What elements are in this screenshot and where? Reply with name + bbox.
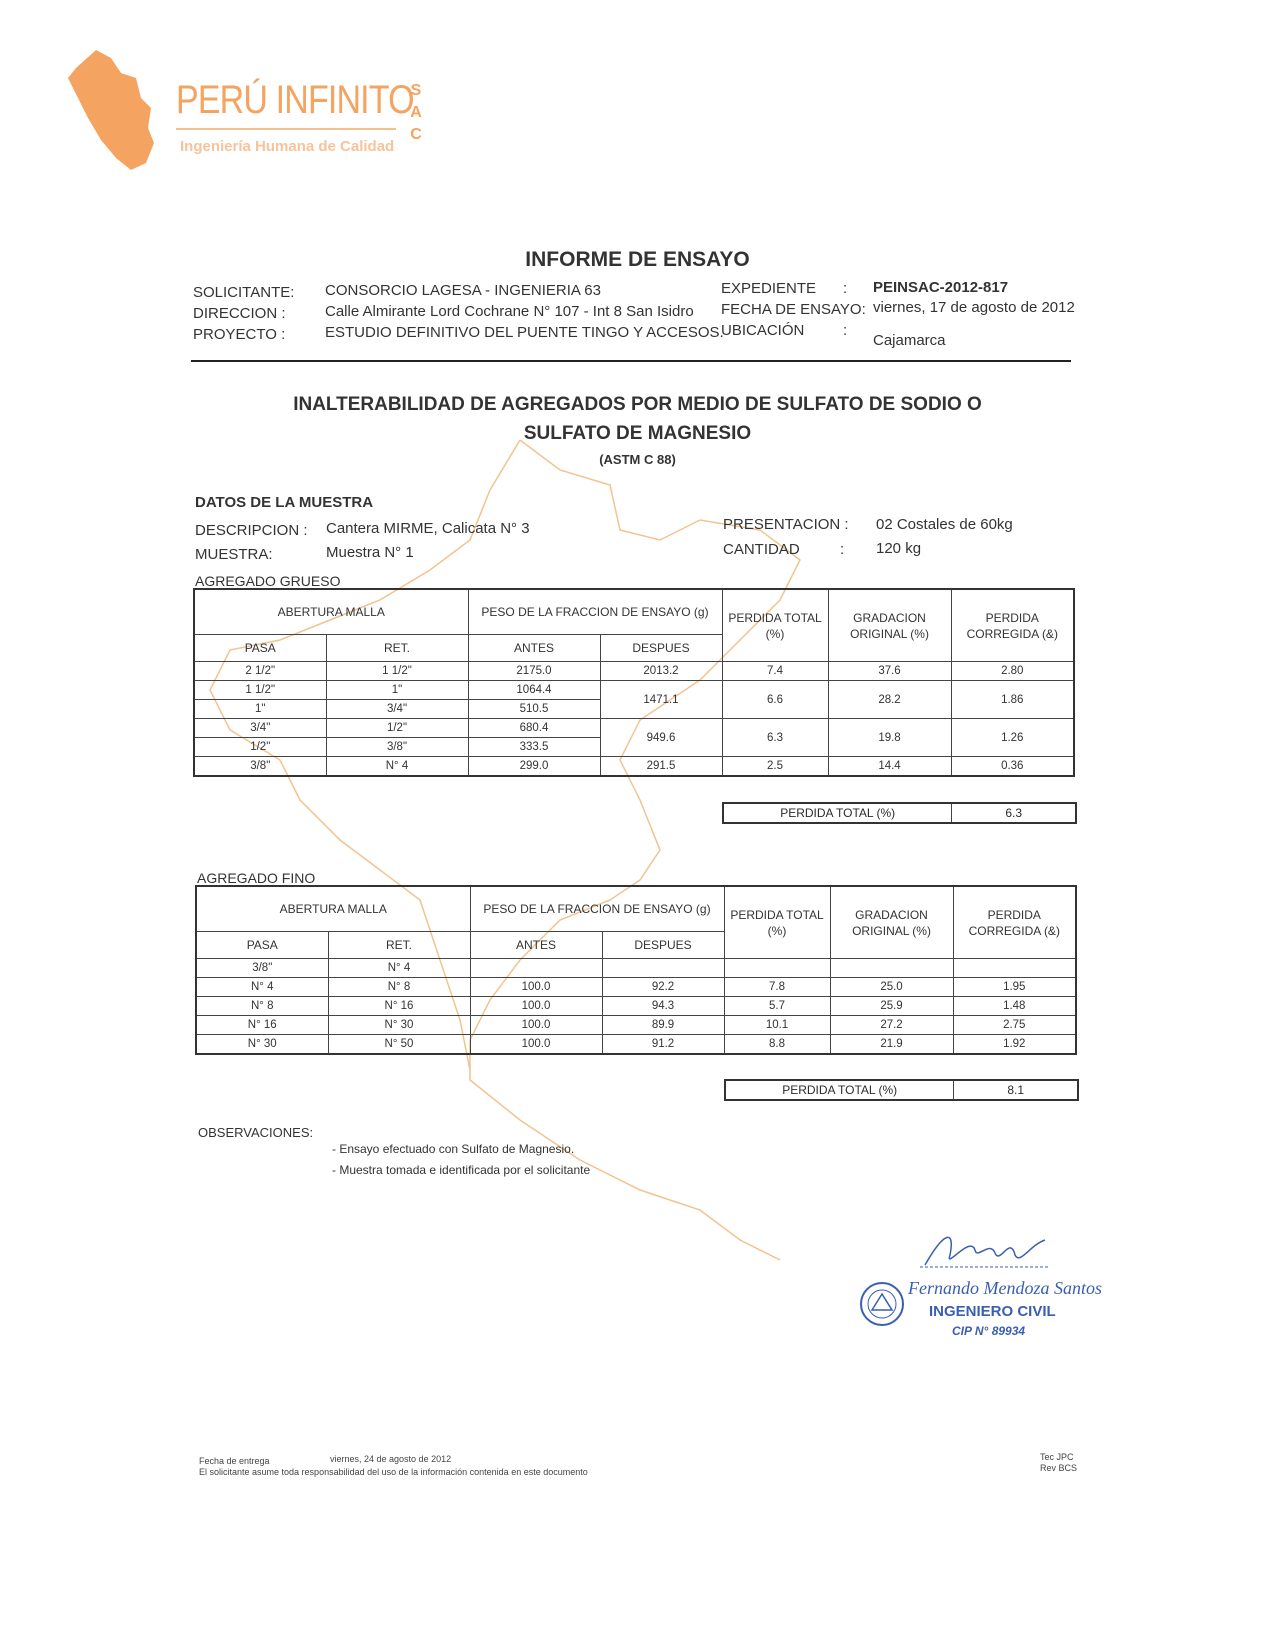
ubicacion-value: Cajamarca xyxy=(873,332,946,349)
antes-header: ANTES xyxy=(468,635,600,662)
abertura-header: ABERTURA MALLA xyxy=(194,589,468,635)
ret-cell: 3/4" xyxy=(326,700,468,719)
pasa-cell: N° 4 xyxy=(196,978,328,997)
despues-header: DESPUES xyxy=(600,635,722,662)
table-row xyxy=(196,1016,1076,1035)
table-row xyxy=(196,1035,1076,1055)
gradacion-cell xyxy=(830,959,953,978)
test-title-line1: INALTERABILIDAD DE AGREGADOS POR MEDIO DE SULFATO DE SODIO O xyxy=(293,394,982,415)
ret-cell: 1" xyxy=(326,681,468,700)
ubicacion-label: UBICACIÓN xyxy=(721,322,805,339)
peso-header: PESO DE LA FRACCION DE ENSAYO (g) xyxy=(470,886,724,932)
gradacion-cell: 25.9 xyxy=(830,997,953,1016)
cantidad-label: CANTIDAD xyxy=(723,541,800,558)
despues-cell: 2013.2 xyxy=(600,662,722,681)
peru-map-logo-icon xyxy=(66,48,156,173)
ret-cell: N° 8 xyxy=(328,978,470,997)
antes-cell: 100.0 xyxy=(470,978,602,997)
fino-total-value: 8.1 xyxy=(1007,1083,1025,1097)
pasa-cell: 2 1/2" xyxy=(194,662,326,681)
report-title: INFORME DE ENSAYO xyxy=(525,248,750,271)
expediente-label: EXPEDIENTE xyxy=(721,280,817,297)
muestra-label: MUESTRA: xyxy=(195,546,273,563)
perdida-cell: 8.8 xyxy=(724,1035,830,1055)
perdida-cell: 5.7 xyxy=(724,997,830,1016)
ret-header: RET. xyxy=(326,635,468,662)
corregida-cell: 1.26 xyxy=(951,719,1074,757)
antes-cell: 100.0 xyxy=(470,997,602,1016)
gradacion-cell: 28.2 xyxy=(828,681,951,719)
descripcion-label: DESCRIPCION : xyxy=(195,522,308,539)
despues-cell: 92.2 xyxy=(602,978,724,997)
engineer-name: Fernando Mendoza Santos xyxy=(908,1278,1102,1298)
ret-header: RET. xyxy=(328,932,470,959)
header-divider xyxy=(191,360,1071,362)
antes-cell: 100.0 xyxy=(470,1035,602,1055)
entrega-label: Fecha de entrega xyxy=(199,1456,270,1466)
gradacion-header: GRADACION ORIGINAL (%) xyxy=(830,886,953,959)
entrega-value: viernes, 24 de agosto de 2012 xyxy=(330,1454,452,1464)
fino-heading: AGREGADO FINO xyxy=(197,870,316,886)
test-norm: (ASTM C 88) xyxy=(599,452,676,467)
company-name: PERÚ INFINITO xyxy=(176,78,414,122)
engineer-seal-icon xyxy=(858,1280,906,1328)
logo-divider xyxy=(176,128,396,130)
direccion-label: DIRECCION : xyxy=(193,305,286,322)
corregida-cell xyxy=(953,959,1076,978)
rev-initials: Rev BCS xyxy=(1040,1463,1078,1473)
corregida-cell: 1.86 xyxy=(951,681,1074,719)
ret-cell: N° 30 xyxy=(328,1016,470,1035)
perdida-cell: 10.1 xyxy=(724,1016,830,1035)
perdida-cell: 6.6 xyxy=(722,681,828,719)
corregida-cell: 1.48 xyxy=(953,997,1076,1016)
antes-cell: 680.4 xyxy=(468,719,600,738)
cantidad-colon: : xyxy=(840,541,845,558)
antes-cell xyxy=(470,959,602,978)
ret-cell: N° 16 xyxy=(328,997,470,1016)
antes-cell: 299.0 xyxy=(468,757,600,777)
despues-cell: 949.6 xyxy=(600,719,722,757)
gradacion-cell: 25.0 xyxy=(830,978,953,997)
corregida-cell: 0.36 xyxy=(951,757,1074,777)
table-row xyxy=(194,681,1074,700)
fino-total-box xyxy=(724,1079,1079,1101)
observacion-item: - Ensayo efectuado con Sulfato de Magnesio. xyxy=(332,1142,575,1156)
fecha-value: viernes, 17 de agosto de 2012 xyxy=(873,299,1075,316)
pasa-cell: 1 1/2" xyxy=(194,681,326,700)
test-title-line2: SULFATO DE MAGNESIO xyxy=(523,423,752,444)
company-sac: S A C xyxy=(410,82,422,143)
table-row xyxy=(194,757,1074,777)
table-row xyxy=(196,997,1076,1016)
antes-cell: 2175.0 xyxy=(468,662,600,681)
gradacion-cell: 27.2 xyxy=(830,1016,953,1035)
perdida-cell: 2.5 xyxy=(722,757,828,777)
gradacion-header: GRADACION ORIGINAL (%) xyxy=(828,589,951,662)
gradacion-cell: 14.4 xyxy=(828,757,951,777)
grueso-heading: AGREGADO GRUESO xyxy=(195,573,341,589)
despues-header: DESPUES xyxy=(602,932,724,959)
table-row xyxy=(196,978,1076,997)
presentacion-value: 02 Costales de 60kg xyxy=(876,516,1013,533)
ret-cell: 1 1/2" xyxy=(326,662,468,681)
observacion-item: - Muestra tomada e identificada por el solicitante xyxy=(332,1163,591,1177)
pasa-header: PASA xyxy=(196,932,328,959)
grueso-total-label: PERDIDA TOTAL (%) xyxy=(724,804,952,822)
pasa-cell: 1/2" xyxy=(194,738,326,757)
antes-header: ANTES xyxy=(470,932,602,959)
fecha-label: FECHA DE ENSAYO: xyxy=(721,301,866,318)
gradacion-cell: 37.6 xyxy=(828,662,951,681)
engineer-cip: CIP N° 89934 xyxy=(952,1324,1026,1338)
pasa-cell: N° 30 xyxy=(196,1035,328,1055)
signature-mark xyxy=(915,1225,1055,1275)
pasa-cell: N° 8 xyxy=(196,997,328,1016)
expediente-colon: : xyxy=(843,280,848,297)
ret-cell: 1/2" xyxy=(326,719,468,738)
perdida-cell xyxy=(724,959,830,978)
perdida-corregida-header: PERDIDA CORREGIDA (&) xyxy=(951,589,1074,662)
corregida-cell: 1.95 xyxy=(953,978,1076,997)
despues-cell: 91.2 xyxy=(602,1035,724,1055)
table-row xyxy=(196,959,1076,978)
perdida-cell: 7.8 xyxy=(724,978,830,997)
fino-total-label: PERDIDA TOTAL (%) xyxy=(726,1081,954,1099)
table-row xyxy=(194,719,1074,738)
perdida-corregida-header: PERDIDA CORREGIDA (&) xyxy=(953,886,1076,959)
grueso-total-value: 6.3 xyxy=(1005,806,1023,820)
pasa-cell: 3/8" xyxy=(194,757,326,777)
solicitante-label: SOLICITANTE: xyxy=(193,284,295,301)
pasa-cell: 1" xyxy=(194,700,326,719)
ret-cell: 3/8" xyxy=(326,738,468,757)
perdida-total-header: PERDIDA TOTAL (%) xyxy=(724,886,830,959)
peso-header: PESO DE LA FRACCION DE ENSAYO (g) xyxy=(468,589,722,635)
muestra-heading: DATOS DE LA MUESTRA xyxy=(195,494,374,511)
company-tagline: Ingeniería Humana de Calidad xyxy=(180,138,395,155)
ubicacion-colon: : xyxy=(843,322,848,339)
gradacion-cell: 21.9 xyxy=(830,1035,953,1055)
fino-table xyxy=(195,885,1077,1055)
antes-cell: 100.0 xyxy=(470,1016,602,1035)
corregida-cell: 1.92 xyxy=(953,1035,1076,1055)
abertura-header: ABERTURA MALLA xyxy=(196,886,470,932)
disclaimer: El solicitante asume toda responsabilidad del uso de la información contenida en este documento xyxy=(199,1467,588,1477)
antes-cell: 333.5 xyxy=(468,738,600,757)
muestra-value: Muestra N° 1 xyxy=(326,544,414,561)
despues-cell: 89.9 xyxy=(602,1016,724,1035)
despues-cell: 291.5 xyxy=(600,757,722,777)
cantidad-value: 120 kg xyxy=(876,540,922,557)
expediente-value: PEINSAC-2012-817 xyxy=(873,279,1009,296)
table-row xyxy=(194,662,1074,681)
despues-cell xyxy=(602,959,724,978)
ret-cell: N° 4 xyxy=(326,757,468,777)
proyecto-value: ESTUDIO DEFINITIVO DEL PUENTE TINGO Y ACCESOS. xyxy=(325,324,724,341)
tec-initials: Tec JPC xyxy=(1040,1452,1074,1462)
engineer-title: INGENIERO CIVIL xyxy=(929,1303,1056,1320)
gradacion-cell: 19.8 xyxy=(828,719,951,757)
ret-cell: N° 50 xyxy=(328,1035,470,1055)
perdida-cell: 7.4 xyxy=(722,662,828,681)
pasa-cell: 3/8" xyxy=(196,959,328,978)
pasa-cell: N° 16 xyxy=(196,1016,328,1035)
antes-cell: 1064.4 xyxy=(468,681,600,700)
pasa-header: PASA xyxy=(194,635,326,662)
descripcion-value: Cantera MIRME, Calicata N° 3 xyxy=(326,520,530,537)
grueso-table xyxy=(193,588,1075,777)
direccion-value: Calle Almirante Lord Cochrane N° 107 - Int 8 San Isidro xyxy=(325,303,694,320)
perdida-total-header: PERDIDA TOTAL (%) xyxy=(722,589,828,662)
despues-cell: 1471.1 xyxy=(600,681,722,719)
pasa-cell: 3/4" xyxy=(194,719,326,738)
despues-cell: 94.3 xyxy=(602,997,724,1016)
observaciones-label: OBSERVACIONES: xyxy=(198,1125,314,1140)
proyecto-label: PROYECTO : xyxy=(193,326,286,343)
corregida-cell: 2.80 xyxy=(951,662,1074,681)
perdida-cell: 6.3 xyxy=(722,719,828,757)
presentacion-label: PRESENTACION : xyxy=(723,516,849,533)
solicitante-value: CONSORCIO LAGESA - INGENIERIA 63 xyxy=(325,282,601,299)
ret-cell: N° 4 xyxy=(328,959,470,978)
grueso-total-box xyxy=(722,802,1077,824)
antes-cell: 510.5 xyxy=(468,700,600,719)
corregida-cell: 2.75 xyxy=(953,1016,1076,1035)
